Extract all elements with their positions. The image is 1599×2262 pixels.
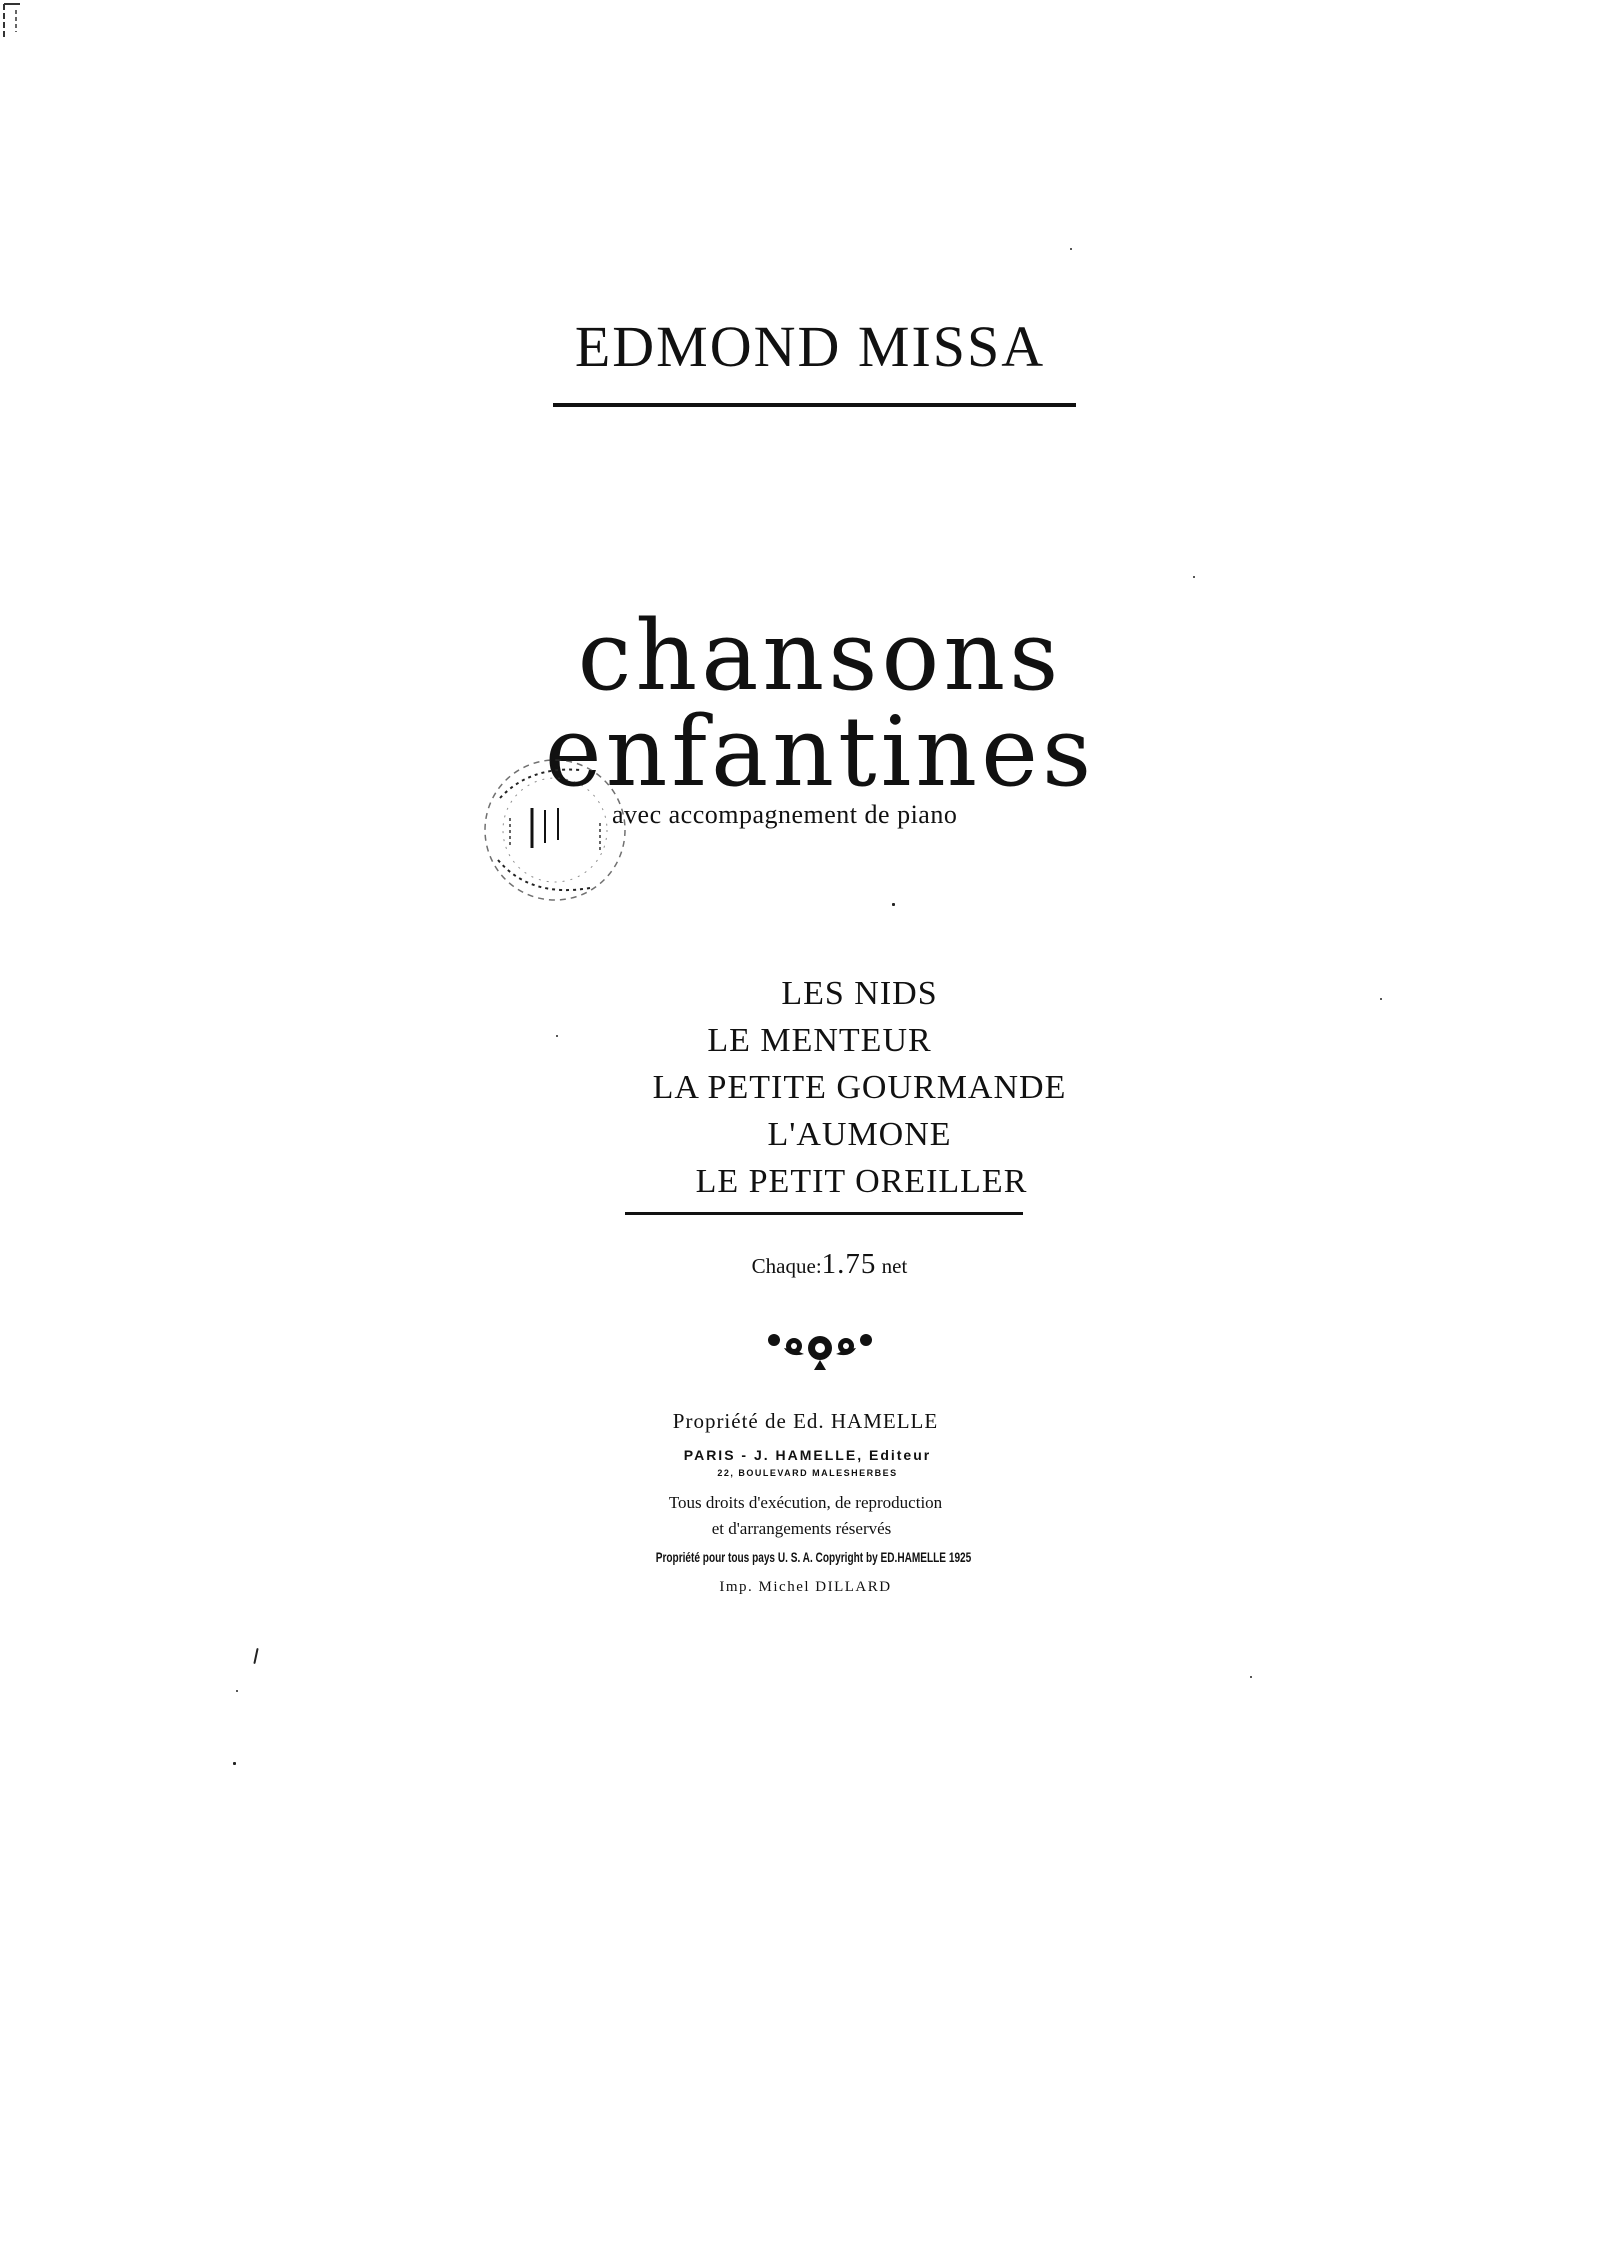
page-title: chansons enfantines <box>544 600 1096 808</box>
song-title: LE MENTEUR <box>707 1022 932 1059</box>
song-title: LES NIDS <box>781 975 938 1012</box>
price-label: Chaque: <box>751 1254 822 1278</box>
scan-speck <box>233 1762 236 1765</box>
scan-speck <box>253 1648 258 1664</box>
publisher-line: PARIS - J. HAMELLE, Editeur <box>683 1447 932 1463</box>
song-title: LA PETITE GOURMANDE <box>652 1069 1067 1106</box>
scan-speck <box>236 1690 238 1692</box>
song-list-underline <box>625 1212 1023 1215</box>
library-stamp-icon <box>470 748 645 913</box>
song-title: L'AUMONE <box>767 1116 952 1153</box>
scan-speck <box>1070 248 1072 250</box>
rights-line: Tous droits d'exécution, de reproduction <box>668 1493 943 1512</box>
price-amount: 1.75 <box>821 1248 877 1280</box>
price-line <box>30 1248 1599 1281</box>
scan-speck <box>1193 576 1195 578</box>
song-title: LE PETIT OREILLER <box>695 1163 1028 1200</box>
property-line: Propriété de Ed. HAMELLE <box>672 1409 939 1433</box>
margin-bracket-mark <box>0 0 26 44</box>
scan-speck <box>1250 1676 1252 1678</box>
composer-underline <box>553 403 1076 407</box>
printer-line: Imp. Michel DILLARD <box>719 1579 892 1595</box>
rose-garland-ornament-icon <box>760 1326 880 1372</box>
copyright-line: Propriété pour tous pays U. S. A. Copyright by ED.HAMELLE 1925 <box>655 1549 972 1565</box>
scan-speck <box>1380 998 1382 1000</box>
scan-speck <box>556 1035 558 1037</box>
rights-line: et d'arrangements réservés <box>711 1519 892 1538</box>
composer-name: EDMOND MISSA <box>574 314 1046 379</box>
subtitle: avec accompagnement de piano <box>612 800 958 829</box>
address-line: 22, BOULEVARD MALESHERBES <box>717 1468 898 1478</box>
scan-speck <box>892 903 895 906</box>
price-unit: net <box>881 1254 908 1278</box>
